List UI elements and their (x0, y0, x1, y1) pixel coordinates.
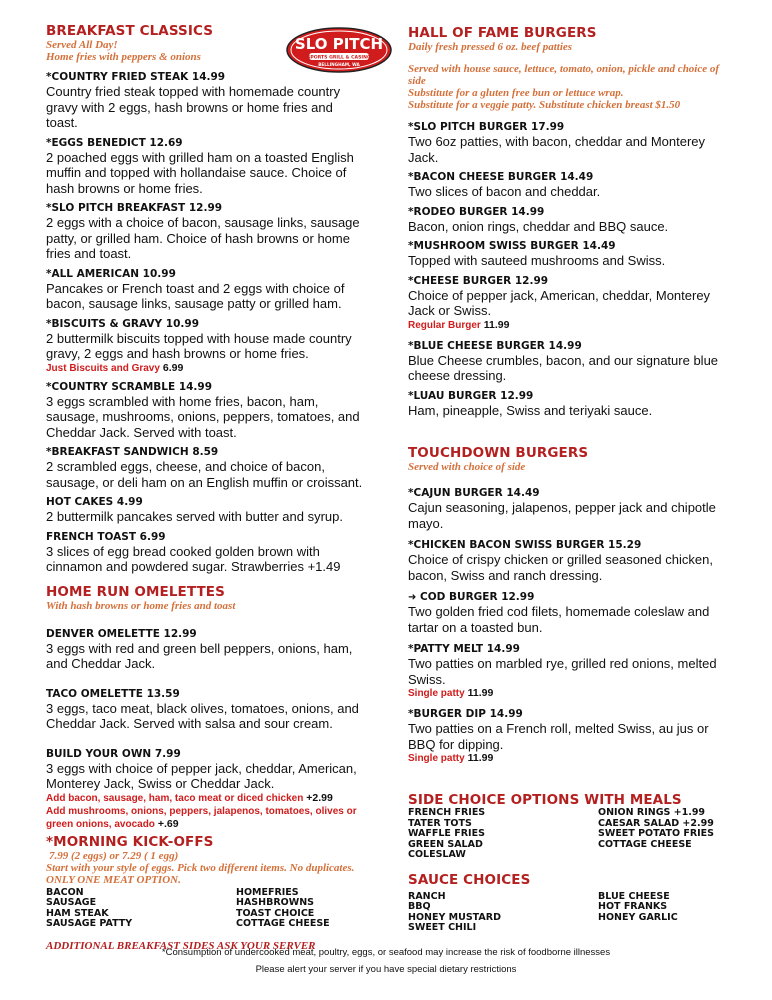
addon-price: 11.99 (467, 752, 494, 764)
item-name: *EGGS BENEDICT 12.69 (46, 136, 183, 149)
item-desc: Ham, pineapple, Swiss and teriyaki sauce. (408, 402, 653, 418)
item-name: *ALL AMERICAN 10.99 (46, 267, 176, 280)
item-name: *COUNTRY FRIED STEAK 14.99 (46, 71, 226, 83)
item-desc: Two patties on a French roll, melted Swiss, au jus or BBQ for dipping. (408, 721, 709, 752)
item-desc: Two patties on marbled rye, grilled red onions, melted Swiss. (408, 656, 717, 687)
sides-options (408, 808, 730, 861)
logo-name: SLO PITCH (294, 35, 384, 53)
item-name: DENVER OMELETTE 12.99 (46, 627, 197, 640)
menu-item (46, 268, 366, 312)
touchdown-section (408, 446, 730, 765)
menu-item (408, 171, 730, 200)
side-option: TATER TOTS (408, 817, 472, 829)
menu-item (408, 539, 730, 583)
item-desc: 2 buttermilk biscuits topped with house made country gravy, 2 eggs and hash browns or home fries. (46, 330, 352, 361)
side-option: COTTAGE CHEESE (598, 838, 692, 850)
item-name: *SLO PITCH BREAKFAST 12.99 (46, 202, 223, 214)
sauces-col-1 (408, 892, 588, 934)
addon-label: Regular Burger (408, 319, 481, 331)
item-name: *CHICKEN BACON SWISS BURGER 15.29 (408, 539, 642, 551)
kickoff-option: TOAST CHOICE (236, 907, 315, 919)
kickoff-option: COTTAGE CHEESE (236, 918, 330, 929)
addon-label: Add bacon, sausage, ham, taco meat or diced chicken (46, 792, 304, 804)
kickoffs-title: *MORNING KICK-OFFS (46, 833, 214, 850)
addon-price: 6.99 (162, 361, 184, 374)
menu-item (408, 240, 730, 269)
addon-label: Just Biscuits and Gravy (46, 362, 160, 374)
item-desc: 3 eggs, taco meat, black olives, tomatoes, onions, and Cheddar Jack. Served with salsa and sour cream. (46, 700, 359, 731)
menu-item (46, 628, 366, 672)
menu-item (408, 275, 730, 332)
omelettes-section (46, 585, 366, 831)
menu-item (408, 591, 730, 635)
menu-item (408, 708, 730, 765)
item-desc: Two slices of bacon and cheddar. (408, 184, 601, 199)
item-name: *MUSHROOM SWISS BURGER 14.49 (408, 240, 616, 252)
kickoff-option: SAUSAGE PATTY (46, 918, 133, 929)
sides-section (408, 793, 730, 861)
item-desc: 3 slices of egg bread cooked golden brown with cinnamon and powdered sugar. Strawberries +1.49 (46, 543, 341, 574)
hof-note: Substitute for a veggie patty. Substitute chicken breast $1.50 (408, 99, 681, 111)
menu-item (46, 748, 366, 831)
side-option: ONION RINGS +1.99 (598, 807, 706, 818)
menu-item (46, 531, 366, 575)
menu-item (46, 202, 366, 262)
item-name: *COUNTRY SCRAMBLE 14.99 (46, 380, 213, 393)
menu-item (408, 643, 730, 700)
item-desc: Cajun seasoning, jalapenos, pepper jack and chipotle mayo. (408, 500, 716, 531)
item-desc: 2 poached eggs with grilled ham on a toasted English muffin and topped with hollandaise sauce. Choice of hash browns or home fries. (46, 149, 354, 196)
touchdown-subtitle: Served with choice of side (408, 461, 526, 473)
item-desc: Choice of crispy chicken or grilled seasoned chicken, bacon, Swiss and ranch dressing. (408, 552, 713, 583)
item-desc: Blue Cheese crumbles, bacon, and our signature blue cheese dressing. (408, 352, 719, 383)
addon-price: 11.99 (467, 687, 494, 699)
addon-label: Add mushrooms, onions, peppers, jalapenos, tomatoes, olives or green onions, avocado (46, 805, 357, 830)
sauce-option: HONEY GARLIC (598, 911, 678, 923)
addon-price: +.69 (157, 817, 179, 830)
item-desc: Two 6oz patties, with bacon, cheddar and Monterey Jack. (408, 134, 706, 165)
sauce-option: SWEET CHILI (408, 922, 477, 933)
kickoffs-desc: Start with your style of eggs. Pick two different items. No duplicates. ONLY ONE MEAT OPTION. (46, 861, 355, 886)
item-desc: Country fried steak topped with homemade country gravy with 2 eggs, hash browns or home fries and toast. (46, 84, 341, 130)
menu-item (46, 446, 366, 490)
item-name: *CHEESE BURGER 12.99 (408, 274, 549, 287)
item-name: *LUAU BURGER 12.99 (408, 389, 534, 402)
pointing-hand-icon: ➜ (408, 592, 417, 603)
item-name: *PATTY MELT 14.99 (408, 643, 520, 655)
hof-title: HALL OF FAME BURGERS (408, 25, 597, 41)
menu-item (408, 390, 730, 419)
item-name: *BLUE CHEESE BURGER 14.99 (408, 339, 582, 352)
omelette-addon-1 (46, 792, 366, 805)
patty-melt-addon (408, 687, 730, 700)
item-desc: Bacon, onion rings, cheddar and BBQ sauce. (408, 218, 669, 234)
sides-col-2 (598, 808, 730, 861)
breakfast-title: BREAKFAST CLASSICS (46, 23, 214, 39)
item-name: *BREAKFAST SANDWICH 8.59 (46, 446, 219, 458)
item-name: FRENCH TOAST 6.99 (46, 530, 166, 543)
item-name: BUILD YOUR OWN 7.99 (46, 747, 181, 760)
menu-item (46, 688, 366, 732)
kickoffs-options (46, 888, 366, 930)
hof-section (408, 26, 730, 418)
kickoffs-section (46, 835, 366, 952)
kickoff-option: SAUSAGE (46, 897, 97, 908)
item-name: TACO OMELETTE 13.59 (46, 687, 180, 700)
menu-item (46, 137, 366, 197)
breakfast-subtitle-2: Home fries with peppers & onions (46, 51, 201, 63)
sauce-option: BBQ (408, 901, 431, 912)
kickoff-option: HAM STEAK (46, 907, 109, 919)
burger-dip-addon (408, 752, 730, 765)
item-desc: 3 eggs scrambled with home fries, bacon, ham, sausage, mushrooms, onions, peppers, tomatoes, and Cheddar Jack. Served with toast. (46, 393, 360, 440)
item-desc: 3 eggs with red and green bell peppers, onions, ham, and Cheddar Jack. (46, 640, 353, 671)
item-desc: 2 eggs with a choice of bacon, sausage links, sausage patty, or grilled ham. Choice of hash browns or home fries and toast. (46, 215, 360, 261)
item-desc: Two golden fried cod filets, homemade coleslaw and tartar on a toasted bun. (408, 604, 710, 635)
side-option: WAFFLE FRIES (408, 828, 485, 839)
addon-label: Single patty (408, 753, 465, 764)
menu-item (46, 381, 366, 441)
sides-title: SIDE CHOICE OPTIONS WITH MEALS (408, 792, 682, 808)
item-desc: 2 scrambled eggs, cheese, and choice of bacon, sausage, or deli ham on an English muffin or croissant. (46, 459, 363, 490)
item-desc: Pancakes or French toast and 2 eggs with choice of bacon, sausage links, sausage patty or grilled ham. (46, 280, 345, 311)
kickoff-option: HOMEFRIES (236, 886, 299, 898)
menu-item (46, 71, 366, 131)
side-option: CAESAR SALAD +2.99 (598, 817, 714, 829)
addon-price: +2.99 (306, 791, 333, 804)
item-name: *BISCUITS & GRAVY 10.99 (46, 317, 200, 330)
touchdown-title: TOUCHDOWN BURGERS (408, 445, 589, 461)
sauce-option: HONEY MUSTARD (408, 911, 501, 923)
kickoff-option: HASHBROWNS (236, 897, 314, 908)
item-name: *RODEO BURGER 14.99 (408, 205, 545, 218)
additional-sides-note: ADDITIONAL BREAKFAST SIDES ASK YOUR SERVER (46, 939, 316, 952)
left-column (46, 24, 366, 952)
sauce-option: BLUE CHEESE (598, 890, 670, 902)
kickoff-option: BACON (46, 886, 84, 898)
footer-disclaimer: *Consumption of undercooked meat, poultry, eggs, or seafood may increase the risk of foodborne illnesses (161, 947, 611, 958)
menu-item (408, 487, 730, 531)
item-name: HOT CAKES 4.99 (46, 496, 143, 508)
item-name: *SLO PITCH BURGER 17.99 (408, 121, 565, 133)
kickoffs-col-1 (46, 888, 226, 930)
item-name: *CAJUN BURGER 14.49 (408, 487, 540, 499)
omelettes-title: HOME RUN OMELETTES (46, 583, 225, 600)
menu-item (46, 318, 366, 375)
sauces-title: SAUCE CHOICES (408, 871, 531, 888)
logo-location: BELLINGHAM, WA (318, 62, 360, 67)
footer-dietary-note: Please alert your server if you have special dietary restrictions (255, 964, 517, 975)
menu-item (408, 121, 730, 165)
addon-price: 11.99 (483, 318, 510, 331)
sauce-option: HOT FRANKS (598, 901, 668, 912)
omelettes-subtitle: With hash browns or home fries and toast (46, 599, 236, 612)
sides-col-1 (408, 808, 588, 861)
item-name: COD BURGER 12.99 (420, 591, 535, 603)
item-desc: Topped with sauteed mushrooms and Swiss. (408, 253, 666, 268)
breakfast-section (46, 24, 366, 575)
logo-tagline: SPORTS GRILL & CASINO (307, 55, 371, 61)
side-option: COLESLAW (408, 849, 466, 860)
hof-subtitle: Daily fresh pressed 6 oz. beef patties (408, 41, 573, 53)
hof-note: Substitute for a gluten free bun or lettuce wrap. (408, 87, 624, 99)
item-name: *BACON CHEESE BURGER 14.49 (408, 171, 594, 183)
sauces-options (408, 892, 730, 934)
omelette-addon-2 (46, 805, 366, 831)
sauce-option: RANCH (408, 890, 446, 902)
biscuits-addon (46, 362, 366, 375)
kickoffs-col-2 (236, 888, 366, 930)
item-desc: 2 buttermilk pancakes served with butter and syrup. (46, 509, 343, 524)
item-desc: Choice of pepper jack, American, cheddar, Monterey Jack or Swiss. (408, 287, 711, 318)
sauces-col-2 (598, 892, 730, 934)
sauces-section (408, 873, 730, 934)
side-option: SWEET POTATO FRIES (598, 828, 715, 839)
breakfast-subtitle-1: Served All Day! (46, 39, 118, 51)
menu-item (408, 206, 730, 235)
item-name-with-icon (408, 591, 730, 604)
side-option: FRENCH FRIES (408, 807, 486, 818)
menu-item (46, 496, 366, 525)
cheese-burger-addon (408, 319, 730, 332)
side-option: GREEN SALAD (408, 838, 483, 850)
right-column (408, 26, 730, 934)
menu-item (408, 340, 730, 384)
item-name: *BURGER DIP 14.99 (408, 708, 523, 720)
item-desc: 3 eggs with choice of pepper jack, cheddar, American, Monterey Jack, Swiss or Cheddar Jack. (46, 760, 357, 791)
hof-note: Served with house sauce, lettuce, tomato, onion, pickle and choice of side (408, 63, 720, 87)
kickoffs-price: 7.99 (2 eggs) or 7.29 ( 1 egg) (49, 849, 179, 862)
addon-label: Single patty (408, 688, 465, 699)
